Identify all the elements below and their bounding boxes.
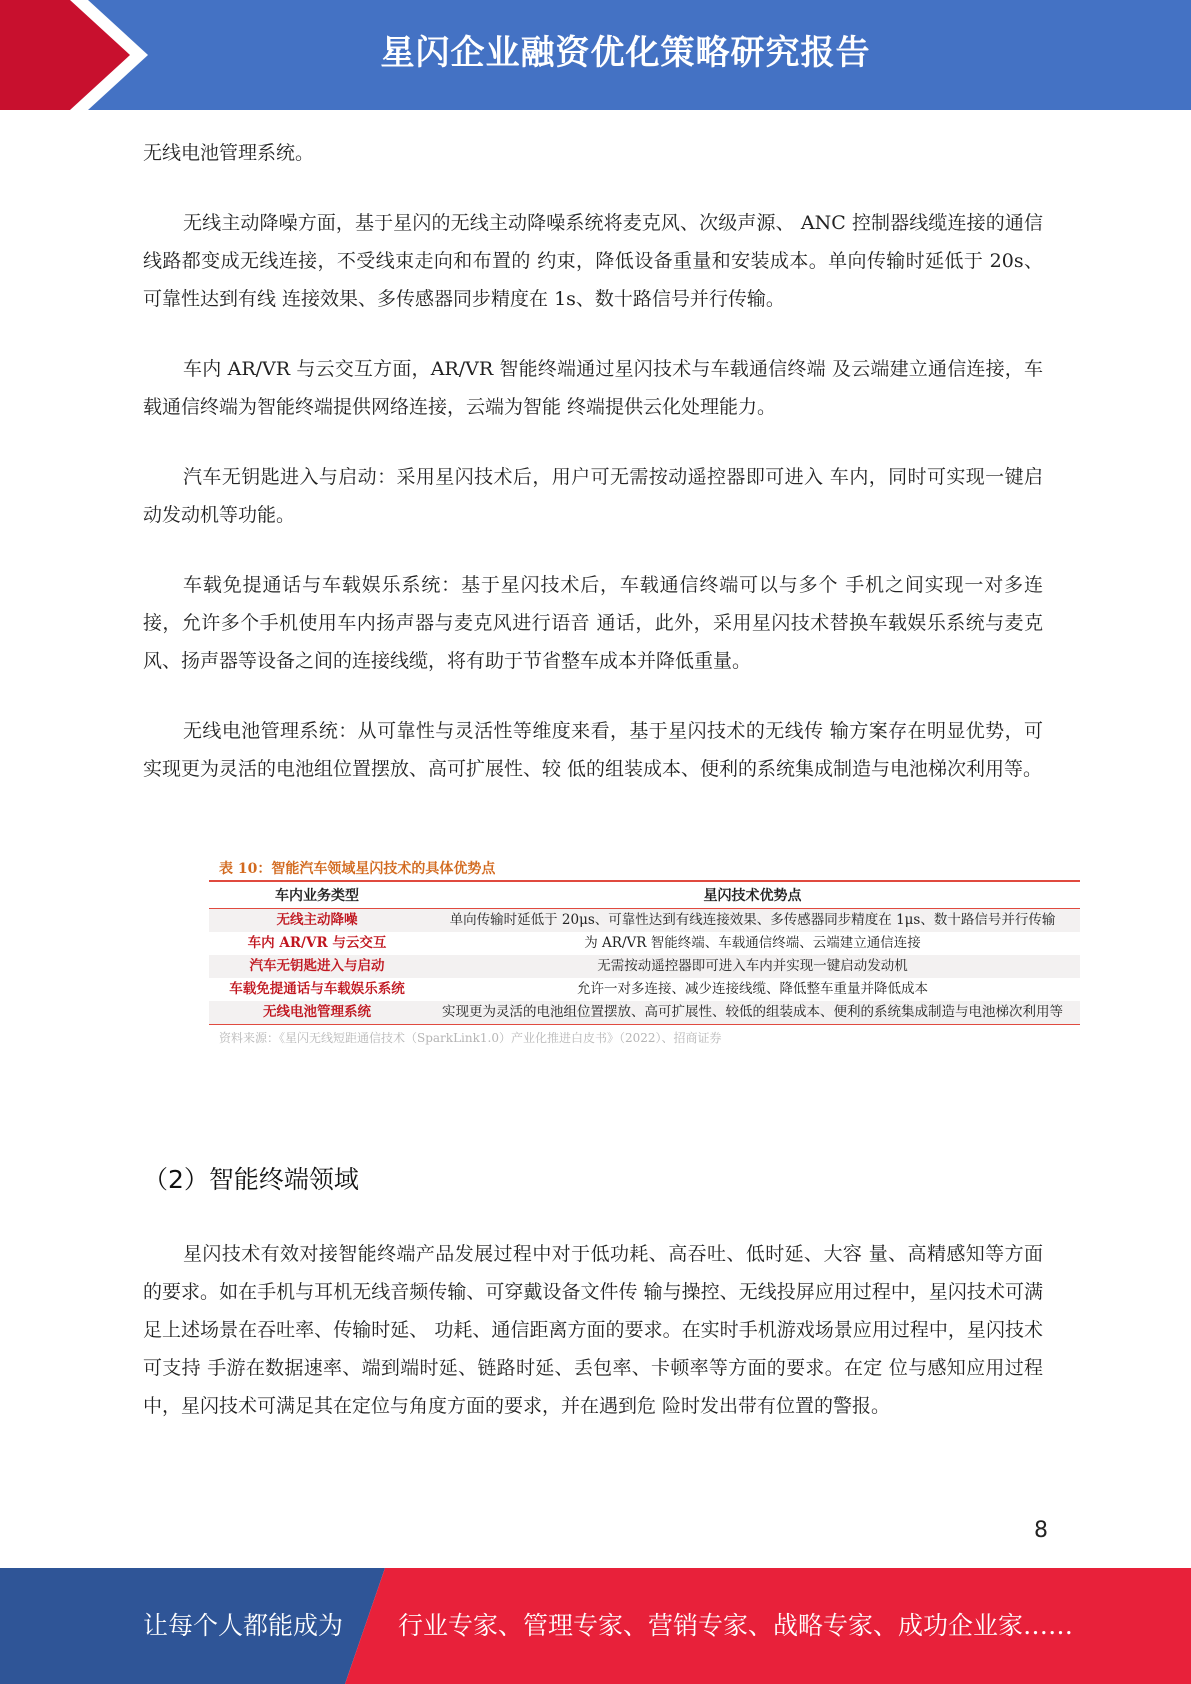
table-caption: 表 10：智能汽车领域星闪技术的具体优势点 bbox=[219, 861, 496, 877]
header-arrow-decoration bbox=[0, 0, 160, 110]
table-row bbox=[209, 955, 1080, 978]
table-header-row bbox=[209, 881, 1080, 909]
table-cell-advantage: 单向传输时延低于 20μs、可靠性达到有线连接效果、多传感器同步精度在 1μs、数十路信号并行传输 bbox=[425, 909, 1080, 933]
paragraph: 无线电池管理系统。 bbox=[143, 142, 315, 164]
table-cell-category: 无线主动降噪 bbox=[209, 909, 425, 933]
table-cell-category: 汽车无钥匙进入与启动 bbox=[209, 955, 425, 978]
table-cell-category: 无线电池管理系统 bbox=[209, 1001, 425, 1025]
table-cell-advantage: 为 AR/VR 智能终端、车载通信终端、云端建立通信连接 bbox=[584, 935, 921, 951]
paragraph: 星闪技术有效对接智能终端产品发展过程中对于低功耗、高吞吐、低时延、大容 量、高精感知等方面的要求。如在手机与耳机无线音频传输、可穿戴设备文件传 输与操控、无线投屏应用过程中，星闪技术可满足上述场景在吞吐率、传输时延、 功耗、通信距离方面的要求。在实时手机游戏场景应用过程中，星闪技术可支持 手游在数据速率、端到端时延、链路时延、丢包率、卡顿率等方面的要求。在定 位与感知应用过程中，星闪技术可满足其在定位与角度方面的要求，并在遇到危 险时发出带有位置的警报。 bbox=[143, 1243, 1043, 1417]
paragraph: 车内 AR/VR 与云交互方面，AR/VR 智能终端通过星闪技术与车载通信终端 及云端建立通信连接，车载通信终端为智能终端提供网络连接，云端为智能 终端提供云化处理能力。 bbox=[143, 358, 1043, 418]
paragraph: 无线电池管理系统：从可靠性与灵活性等维度来看，基于星闪技术的无线传 输方案存在明显优势，可实现更为灵活的电池组位置摆放、高可扩展性、较 低的组装成本、便利的系统集成制造与电池梯次利用等。 bbox=[143, 720, 1043, 780]
section-heading: （2）智能终端领域 bbox=[143, 1165, 359, 1194]
table-cell-advantage: 实现更为灵活的电池组位置摆放、高可扩展性、较低的组装成本、便利的系统集成制造与电池梯次利用等 bbox=[425, 1001, 1080, 1025]
footer-slogan-left: 让每个人都能成为 bbox=[143, 1611, 344, 1640]
page-number: 8 bbox=[1034, 1518, 1048, 1543]
table-cell-category: 车载免提通话与车载娱乐系统 bbox=[229, 981, 405, 997]
table-source-note: 资料来源：《星闪无线短距通信技术（SparkLink1.0）产业化推进白皮书》（2022）、招商证券 bbox=[219, 1031, 722, 1045]
page-title: 星闪企业融资优化策略研究报告 bbox=[380, 33, 871, 73]
paragraph: 无线主动降噪方面，基于星闪的无线主动降噪系统将麦克风、次级声源、 ANC 控制器线缆连接的通信线路都变成无线连接，不受线束走向和布置的 约束，降低设备重量和安装成本。单向传输时延低于 20s、可靠性达到有线 连接效果、多传感器同步精度在 1s、数十路信号并行传输。 bbox=[143, 212, 1043, 310]
table-row bbox=[209, 978, 1080, 1001]
paragraph: 汽车无钥匙进入与启动：采用星闪技术后，用户可无需按动遥控器即可进入 车内，同时可实现一键启动发动机等功能。 bbox=[143, 466, 1043, 526]
footer-slogan-right: 行业专家、管理专家、营销专家、战略专家、成功企业家…… bbox=[398, 1611, 1074, 1640]
table-row bbox=[209, 932, 1080, 955]
table-header-cell: 车内业务类型 bbox=[209, 881, 425, 909]
page-footer bbox=[0, 1568, 1191, 1684]
table-row bbox=[209, 1001, 1080, 1025]
paragraph: 车载免提通话与车载娱乐系统：基于星闪技术后，车载通信终端可以与多个 手机之间实现一对多连接，允许多个手机使用车内扬声器与麦克风进行语音 通话，此外，采用星闪技术替换车载娱乐系统与麦克风、扬声器等设备之间的连接线缆，将有助于节省整车成本并降低重量。 bbox=[143, 574, 1043, 672]
body-text-bottom bbox=[143, 1235, 1043, 1425]
advantage-table bbox=[209, 880, 1080, 1025]
table-cell-advantage: 允许一对多连接、减少连接线缆、降低整车重量并降低成本 bbox=[577, 981, 928, 997]
page-header bbox=[0, 0, 1191, 110]
table-header-cell: 星闪技术优势点 bbox=[425, 881, 1080, 909]
table-cell-category: 车内 AR/VR 与云交互 bbox=[247, 935, 387, 951]
table-figure bbox=[209, 858, 1080, 1046]
table-cell-advantage: 无需按动遥控器即可进入车内并实现一键启动发动机 bbox=[425, 955, 1080, 978]
body-text-top bbox=[143, 134, 1043, 788]
table-row bbox=[209, 909, 1080, 933]
